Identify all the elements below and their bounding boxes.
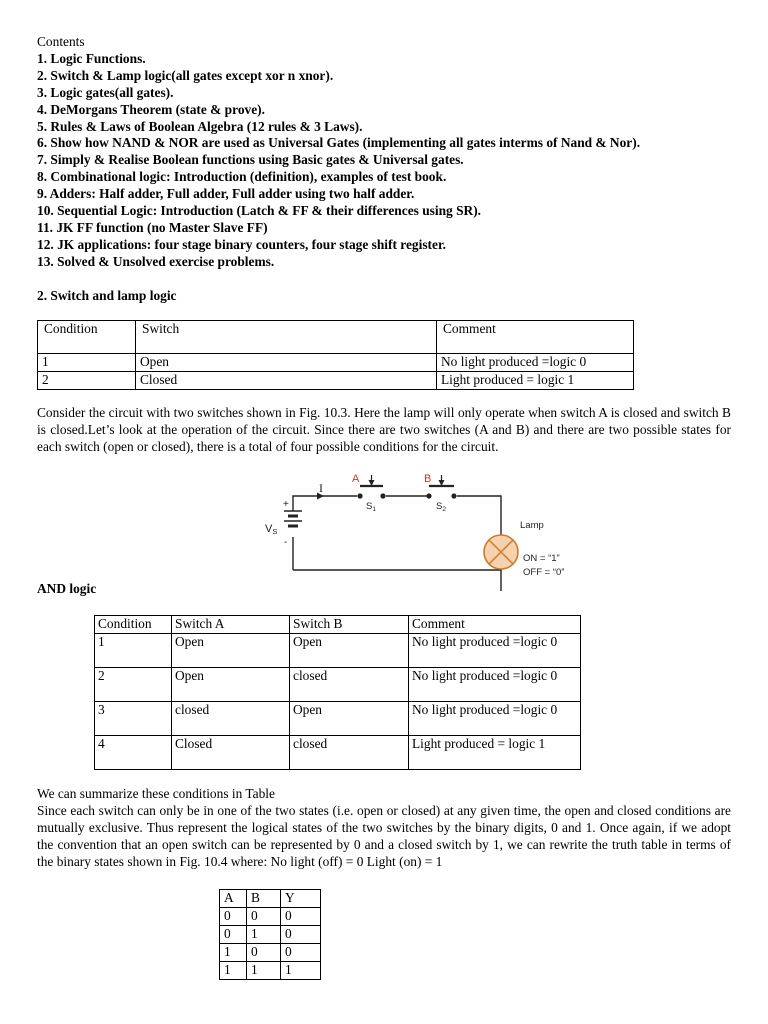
table-cell: No light produced =logic 0 xyxy=(409,701,581,735)
battery-minus: - xyxy=(284,537,288,548)
table-row xyxy=(95,735,581,769)
bottom-wire xyxy=(293,548,501,570)
table-cell: 0 xyxy=(281,925,321,943)
table-cell: 2 xyxy=(38,371,136,389)
circuit-description-paragraph: Consider the circuit with two switches shown in Fig. 10.3. Here the lamp will only operate when switch A is closed and switch B is closed.Let’s look at the operation of the circuit. Since there are two switches (A and B) and there are two possible states for each switch (open or closed), there is a total of four possible conditions for the circuit. xyxy=(37,405,731,454)
two-switch-circuit-diagram xyxy=(223,473,565,580)
column-header: Comment xyxy=(409,616,581,634)
switch-contact-icon xyxy=(451,493,456,498)
column-header: A xyxy=(220,890,247,908)
table-row xyxy=(220,961,321,979)
table-cell: 0 xyxy=(247,907,281,925)
table-cell: 4 xyxy=(95,735,172,769)
summary-line: We can summarize these conditions in Table xyxy=(37,786,275,801)
table-row xyxy=(220,907,321,925)
table-cell: 0 xyxy=(281,943,321,961)
off-state-label: OFF = “0” xyxy=(523,567,565,578)
table-cell: 1 xyxy=(281,961,321,979)
table-cell: Open xyxy=(290,633,409,667)
and-logic-table xyxy=(94,615,581,770)
table-cell: 1 xyxy=(95,633,172,667)
column-header: Switch xyxy=(136,321,437,354)
switch-contact-icon xyxy=(380,493,385,498)
column-header: Comment xyxy=(437,321,634,354)
column-header: Switch A xyxy=(172,616,290,634)
switch-lamp-table xyxy=(37,320,634,390)
section-heading-and-logic: AND logic xyxy=(37,581,97,596)
contents-item: 10. Sequential Logic: Introduction (Latch & FF & their differences using SR). xyxy=(37,203,481,219)
column-header: Switch B xyxy=(290,616,409,634)
switch-contact-icon xyxy=(357,493,362,498)
table-cell: Light produced = logic 1 xyxy=(437,371,634,389)
table-cell: Light produced = logic 1 xyxy=(409,735,581,769)
table-cell: No light produced =logic 0 xyxy=(409,633,581,667)
table-row xyxy=(220,943,321,961)
table-cell: closed xyxy=(290,735,409,769)
table-cell: 0 xyxy=(281,907,321,925)
contents-item: 7. Simply & Realise Boolean functions using Basic gates & Universal gates. xyxy=(37,152,464,168)
current-label: I xyxy=(319,481,323,495)
table-header-row xyxy=(38,321,634,354)
contents-item: 3. Logic gates(all gates). xyxy=(37,84,174,100)
table-cell: Open xyxy=(172,633,290,667)
summary-section xyxy=(37,786,731,871)
table-header-row xyxy=(220,890,321,908)
table-cell: closed xyxy=(172,701,290,735)
summary-paragraph: Since each switch can only be in one of the two states (i.e. open or closed) at any given time, the open and closed conditions are mutually exclusive. Thus represent the logical states of the two switches by the binary digits, 0 and 1. Once again, if we adopt the convention that an open switch can be represented by 0 and a closed switch by 1, we can rewrite the truth table in terms of the binary states shown in Fig. 10.4 where: No light (off) = 0 Light (on) = 1 xyxy=(37,802,731,869)
contents-item: 6. Show how NAND & NOR are used as Universal Gates (implementing all gates interms of Nand & Nor). xyxy=(37,135,641,151)
switch-contact-icon xyxy=(426,493,431,498)
column-header: Y xyxy=(281,890,321,908)
table-row xyxy=(38,371,634,389)
table-cell: 3 xyxy=(95,701,172,735)
section-heading-switch-lamp: 2. Switch and lamp logic xyxy=(37,287,177,303)
lamp-label: Lamp xyxy=(520,520,544,531)
table-cell: 1 xyxy=(220,961,247,979)
switch-a-label: A xyxy=(352,473,360,485)
table-header-row xyxy=(95,616,581,634)
table-cell: 1 xyxy=(247,961,281,979)
table-cell: No light produced =logic 0 xyxy=(409,667,581,701)
table-row xyxy=(95,701,581,735)
table-cell: 2 xyxy=(95,667,172,701)
contents-item: 4. DeMorgans Theorem (state & prove). xyxy=(37,101,265,117)
contents-item: 5. Rules & Laws of Boolean Algebra (12 rules & 3 Laws). xyxy=(37,118,363,134)
table-cell: 0 xyxy=(220,907,247,925)
contents-item: 13. Solved & Unsolved exercise problems. xyxy=(37,253,275,269)
contents-title: Contents xyxy=(37,34,85,49)
contents-item: 12. JK applications: four stage binary counters, four stage shift register. xyxy=(37,236,447,252)
table-cell: Closed xyxy=(136,371,437,389)
table-cell: 1 xyxy=(247,925,281,943)
and-truth-table xyxy=(219,889,321,980)
table-cell: 0 xyxy=(220,925,247,943)
switch-b-label: B xyxy=(424,473,432,485)
s2-label: $S_2$ xyxy=(436,501,446,513)
table-cell: 0 xyxy=(247,943,281,961)
contents-item: 11. JK FF function (no Master Slave FF) xyxy=(37,219,268,235)
table-cell: 1 xyxy=(220,943,247,961)
column-header: B xyxy=(247,890,281,908)
left-upper-wire xyxy=(293,496,357,511)
table-cell: Open xyxy=(290,701,409,735)
contents-item: 8. Combinational logic: Introduction (definition), examples of test book. xyxy=(37,169,447,185)
table-cell: closed xyxy=(290,667,409,701)
document-page xyxy=(37,34,731,977)
table-of-contents xyxy=(37,34,731,305)
table-row xyxy=(95,667,581,701)
table-cell: Closed xyxy=(172,735,290,769)
on-state-label: ON = “1” xyxy=(523,553,560,564)
column-header: Condition xyxy=(95,616,172,634)
table-cell: 1 xyxy=(38,354,136,372)
battery-plus: + xyxy=(283,499,289,510)
table-row xyxy=(220,925,321,943)
contents-item: 9. Adders: Half adder, Full adder, Full adder using two half adder. xyxy=(37,186,415,202)
table-cell: Open xyxy=(136,354,437,372)
source-voltage-label: VS xyxy=(265,523,278,536)
s1-label: $S_1$ xyxy=(366,501,376,513)
contents-item: 1. Logic Functions. xyxy=(37,50,146,66)
table-row xyxy=(38,354,634,372)
contents-item: 2. Switch & Lamp logic(all gates except xor n xnor). xyxy=(37,67,334,83)
table-cell: Open xyxy=(172,667,290,701)
column-header: Condition xyxy=(38,321,136,354)
table-cell: No light produced =logic 0 xyxy=(437,354,634,372)
table-row xyxy=(95,633,581,667)
